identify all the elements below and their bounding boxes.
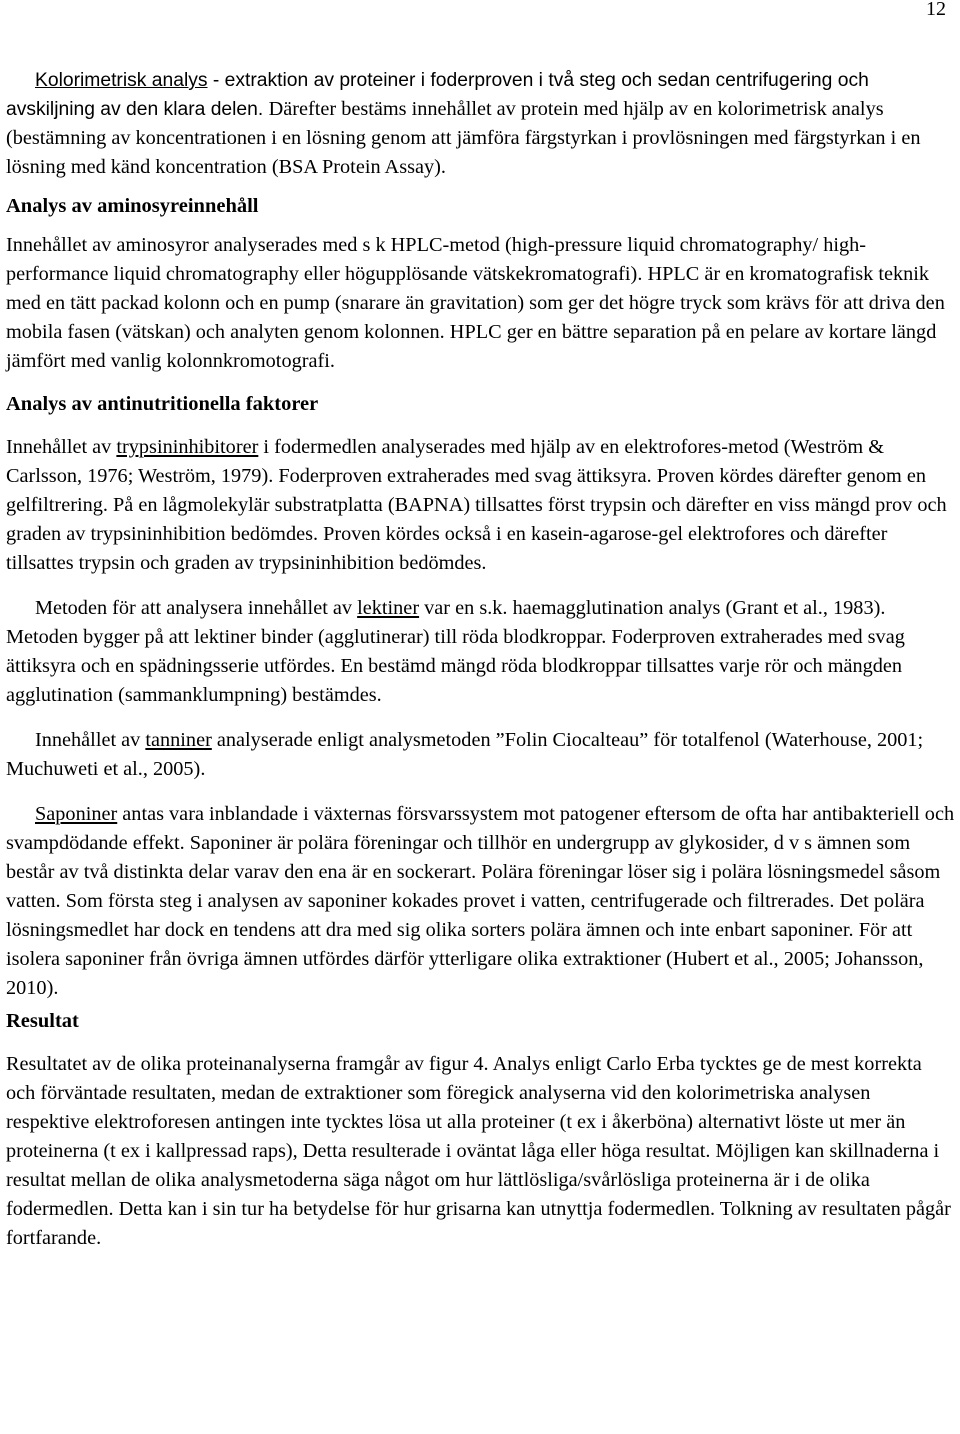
page-content [6, 66, 956, 1253]
paragraph-kolorimetrisk [6, 66, 956, 182]
trypsin-post: i fodermedlen analyserades med hjälp av en elektrofores-metod (Weström & Carlsson, 1976; Weström, 1979). Foderproven extraherades med svag ättiksyra. Proven kördes därefter genom en gelfiltrering. På en lågmolekylär substratplatta (BAPNA) tillsattes först trypsin och därefter en viss mängd prov och graden av trypsininhibition bedömdes. Proven kördes också i en kasein-agarose-gel elektrofores och därefter tillsattes trypsin och graden av trypsininhibition bedömdes. [6, 436, 947, 574]
page-number: 12 [926, 0, 946, 20]
paragraph-resultat: Resultatet av de olika proteinanalyserna framgår av figur 4. Analys enligt Carlo Erba tycktes ge de mest korrekta och förväntade resultaten, medan de extraktioner som föregick analyserna vid den kolorimetriska analysen respektive elektroforesen antingen inte tycktes lösa ut alla proteiner (t ex i åkerböna) alternativt löste ut mer än proteinerna (t ex i kallpressad raps), Detta resulterade i oväntat låga eller höga resultat. Möjligen kan skillnaderna i resultat mellan de olika analysmetoderna säga något om hur lättlösliga/svårlösliga proteinerna är i de olika fodermedlen. Detta kan i sin tur ha betydelse för hur grisarna kan utnyttja fodermedlen. Tolkning av resultaten pågår fortfarande. [6, 1053, 951, 1249]
paragraph-lektiner [6, 594, 956, 710]
paragraph-tanniner [6, 726, 956, 784]
paragraph-aminosyra: Innehållet av aminosyror analyserades med s k HPLC-metod (high-pressure liquid chromatography/ high-performance liquid chromatography eller högupplösande vätskekromatografi). HPLC är en kromatografisk teknik med en tätt packad kolonn och en pump (snarare än gravitation) som ger det högre tryck som krävs för att driva den mobila fasen (vätskan) och analyten genom kolonnen. HPLC ger en bättre separation på en pelare av kortare längd jämfört med vanlig kolonnkromotografi. [6, 234, 945, 372]
lektiner-link[interactable]: lektiner [357, 597, 420, 619]
paragraph-saponiner [6, 800, 956, 1003]
kolorimetrisk-text-a: - extraktion av proteiner i foderproven i två steg och sedan centrifugering och avskiljning av den klara delen. [6, 70, 869, 120]
tanniner-post: analyserade enligt analysmetoden ”Folin Ciocalteau” för totalfenol (Waterhouse, 2001; Muchuweti et al., 2005). [6, 729, 924, 780]
lektiner-post: var en s.k. haemagglutination analys (Grant et al., 1983). Metoden bygger på att lektiner binder (agglutinerar) till röda blodkroppar. Foderproven extraherades med svag ättiksyra och en spädningsserie utfördes. En bestämd mängd röda blodkroppar tillsattes varje rör och mängden agglutination (sammanklumpning) bestämdes. [6, 597, 905, 706]
paragraph-trypsininhibitorer [6, 433, 956, 578]
kolorimetrisk-analys-link[interactable]: Kolorimetrisk analys [35, 70, 208, 91]
tanniner-pre: Innehållet av [35, 729, 146, 751]
trypsin-pre: Innehållet av [6, 436, 117, 458]
trypsininhibitorer-link[interactable]: trypsininhibitorer [116, 436, 259, 458]
lektiner-pre: Metoden för att analysera innehållet av [35, 597, 358, 619]
kolorimetrisk-text-b: Därefter bestäms innehållet av protein med hjälp av en kolorimetrisk analys (bestämning av koncentrationen i en lösning genom att jämföra färgstyrkan i provlösningen med färgstyrkan i en lösning med känd koncentration (BSA Protein Assay). [6, 98, 921, 178]
tanniner-link[interactable]: tanniner [145, 729, 212, 751]
heading-resultat: Resultat [6, 1010, 79, 1032]
heading-antinutritionella: Analys av antinutritionella faktorer [6, 393, 319, 415]
saponiner-link[interactable]: Saponiner [35, 803, 118, 825]
saponiner-post: antas vara inblandade i växternas försvarssystem mot patogener eftersom de ofta har antibakteriell och svampdödande effekt. Saponiner är polära föreningar och tillhör en undergrupp av glykosider, d v s ämnen som består av två distinkta delar varav den ena är en sockerart. Polära föreningar löser sig i polära lösningsmedel såsom vatten. Som första steg i analysen av saponiner kokades provet i vatten, centrifugerade och filtrerades. Det polära lösningsmedlet har dock en tendens att dra med sig olika sorters polära ämnen och inte enbart saponiner. För att isolera saponiner från övriga ämnen utfördes därför ytterligare olika extraktioner (Hubert et al., 2005; Johansson, 2010). [6, 803, 955, 999]
heading-aminosyra: Analys av aminosyreinnehåll [6, 195, 259, 217]
